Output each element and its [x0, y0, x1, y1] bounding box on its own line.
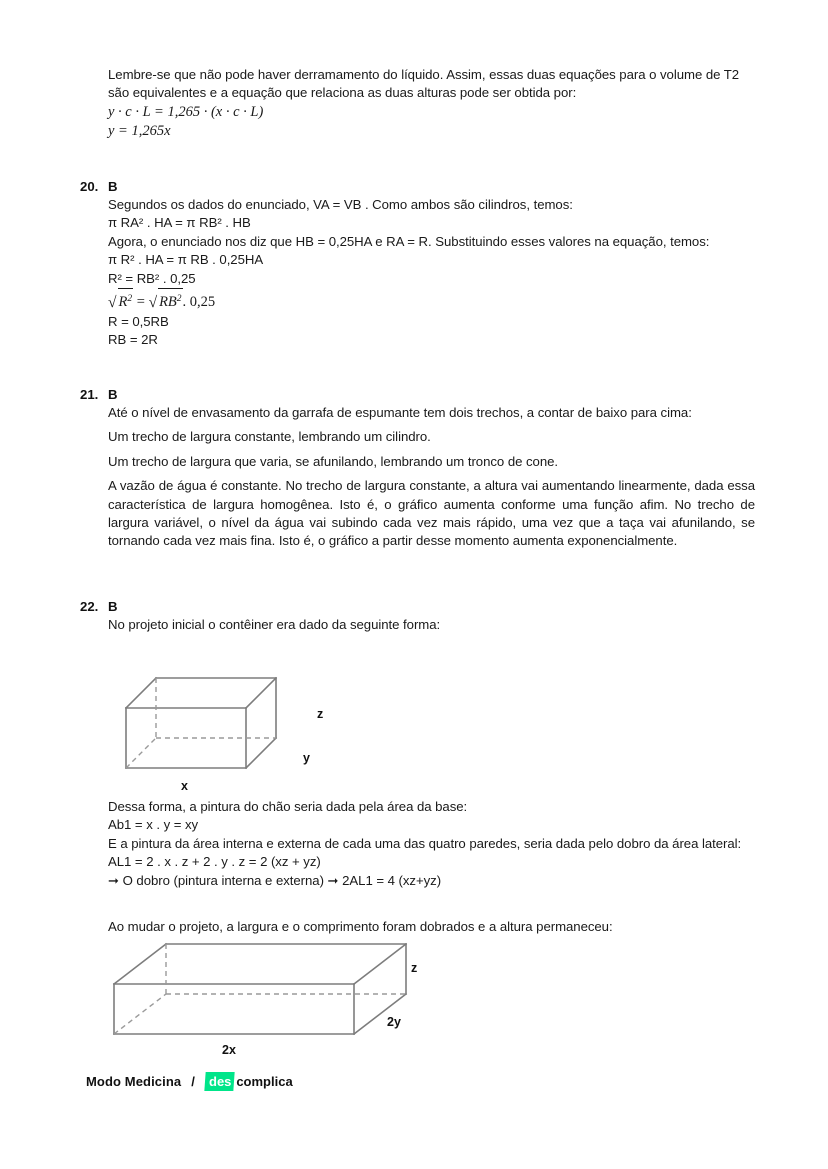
logo-badge: des: [204, 1072, 235, 1091]
answer-22-midtext: [108, 798, 753, 890]
intro-equation-1: y · c · L = 1,265 · (x · c · L): [108, 103, 264, 120]
answer-22-second-intro-line: Ao mudar o projeto, a largura e o comprimento foram dobrados e a altura permaneceu:: [108, 919, 613, 934]
answer-block-20: [80, 178, 755, 350]
answer-20-line-3: Agora, o enunciado nos diz que HB = 0,25HA e RA = R. Substituindo esses valores na equação, temos:: [108, 233, 710, 249]
label-height-z: z: [317, 707, 324, 721]
answer-22-second-intro: [108, 918, 753, 936]
answer-22-after-line-5: ➞ O dobro (pintura interna e externa) ➞ 2AL1 = 4 (xz+yz): [108, 872, 442, 888]
box-original-svg: [105, 640, 385, 795]
box-doubled-svg: [100, 938, 440, 1058]
answer-22-after-line-4: AL1 = 2 . x . z + 2 . y . z = 2 (xz + yz): [108, 854, 321, 870]
answer-21-letter: B: [108, 387, 118, 402]
answer-22-number: 22.: [80, 599, 99, 614]
answer-22-letter: B: [108, 599, 118, 614]
answer-21-paragraph-3: Um trecho de largura que varia, se afunilando, lembrando um tronco de cone.: [108, 453, 559, 469]
footer-separator: /: [191, 1074, 195, 1089]
bottom-right-slant: [246, 738, 276, 768]
diagram-container-original: [105, 640, 385, 795]
answer-21-number: 21.: [80, 387, 99, 402]
answer-20-line-4: π R² . HA = π RB . 0,25HA: [108, 252, 264, 268]
radical-sign-right: √: [148, 294, 158, 312]
answer-22-body: [108, 616, 755, 634]
top-left-slant-2: [114, 944, 166, 984]
answer-20-heading: [80, 178, 755, 196]
label-height-z-2: z: [411, 961, 418, 975]
intro-paragraph: Lembre-se que não pode haver derramamento do líquido. Assim, essas duas equações para o volume de T2 são equivalentes e a equação que relaciona as duas alturas pode ser obtida por:: [108, 67, 740, 101]
hidden-bottom-left-slant-2: [114, 994, 166, 1034]
radical-equals: =: [136, 294, 145, 311]
answer-21-body: [108, 404, 755, 551]
answer-21-paragraph-2: Um trecho de largura constante, lembrando um cilindro.: [108, 429, 431, 445]
answer-20-line-5: R² = RB² . 0,25: [108, 270, 196, 286]
answer-22-heading: [80, 598, 755, 616]
answer-21-paragraph-1: Até o nível de envasamento da garrafa de espumante tem dois trechos, a contar de baixo para cima:: [108, 405, 692, 420]
label-depth-2y: 2y: [387, 1015, 401, 1029]
intro-block: [108, 66, 753, 141]
answer-22-after-line-1: Dessa forma, a pintura do chão seria dada pela área da base:: [108, 799, 468, 814]
answer-20-line-2: π RA² . HA = π RB² . HB: [108, 215, 251, 231]
top-left-slant: [126, 678, 156, 708]
answer-20-number: 20.: [80, 179, 99, 194]
radical-left-operand: $R^2$: [118, 288, 134, 313]
label-depth-y: y: [303, 751, 310, 765]
diagram-container-doubled: [100, 938, 440, 1058]
label-width-x: x: [181, 779, 188, 793]
answer-20-body: [108, 196, 755, 350]
answer-21-paragraph-4: A vazão de água é constante. No trecho de largura constante, a altura vai aumentando linearmente, dada essa característica de largura homogênea. Isto é, o gráfico aumenta conforme uma função afim. No trecho de largura variável, o nível da água vai subindo cada vez mais rápido, uma vez que a taça vai afunilando, se tornando cada vez mais fina. Isto é, o gráfico a partir desse momento aumenta exponencialmente.: [108, 478, 755, 549]
logo-word: complica: [236, 1074, 293, 1089]
answer-20-radical-line: [108, 288, 755, 313]
top-right-slant: [246, 678, 276, 708]
answer-20-line-7: RB = 2R: [108, 332, 158, 348]
top-right-slant-2: [354, 944, 406, 984]
footer-brand-left: Modo Medicina: [86, 1074, 182, 1089]
radical-sign-left: √: [108, 294, 117, 312]
answer-20-line-6: R = 0,5RB: [108, 314, 169, 330]
radical-right-operand: $RB^2$: [158, 288, 182, 313]
answer-22-after-line-3: E a pintura da área interna e externa de cada uma das quatro paredes, seria dada pelo dobro da área lateral:: [108, 835, 742, 851]
label-width-2x: 2x: [222, 1043, 236, 1057]
answer-22-intro-line: No projeto inicial o contêiner era dado da seguinte forma:: [108, 617, 441, 632]
radical-suffix: . 0,25: [182, 294, 216, 311]
footer: [86, 1072, 293, 1091]
answer-block-22: [80, 598, 755, 634]
answer-20-letter: B: [108, 179, 118, 194]
intro-equation-2: y = 1,265x: [108, 122, 171, 139]
answer-20-line-1: Segundos os dados do enunciado, VA = VB . Como ambos são cilindros, temos:: [108, 197, 573, 212]
answer-block-21: [80, 386, 755, 551]
answer-21-heading: [80, 386, 755, 404]
hidden-bottom-left-slant: [126, 738, 156, 768]
answer-22-after-line-2: Ab1 = x . y = xy: [108, 817, 199, 833]
descomplica-logo[interactable]: [205, 1072, 293, 1091]
